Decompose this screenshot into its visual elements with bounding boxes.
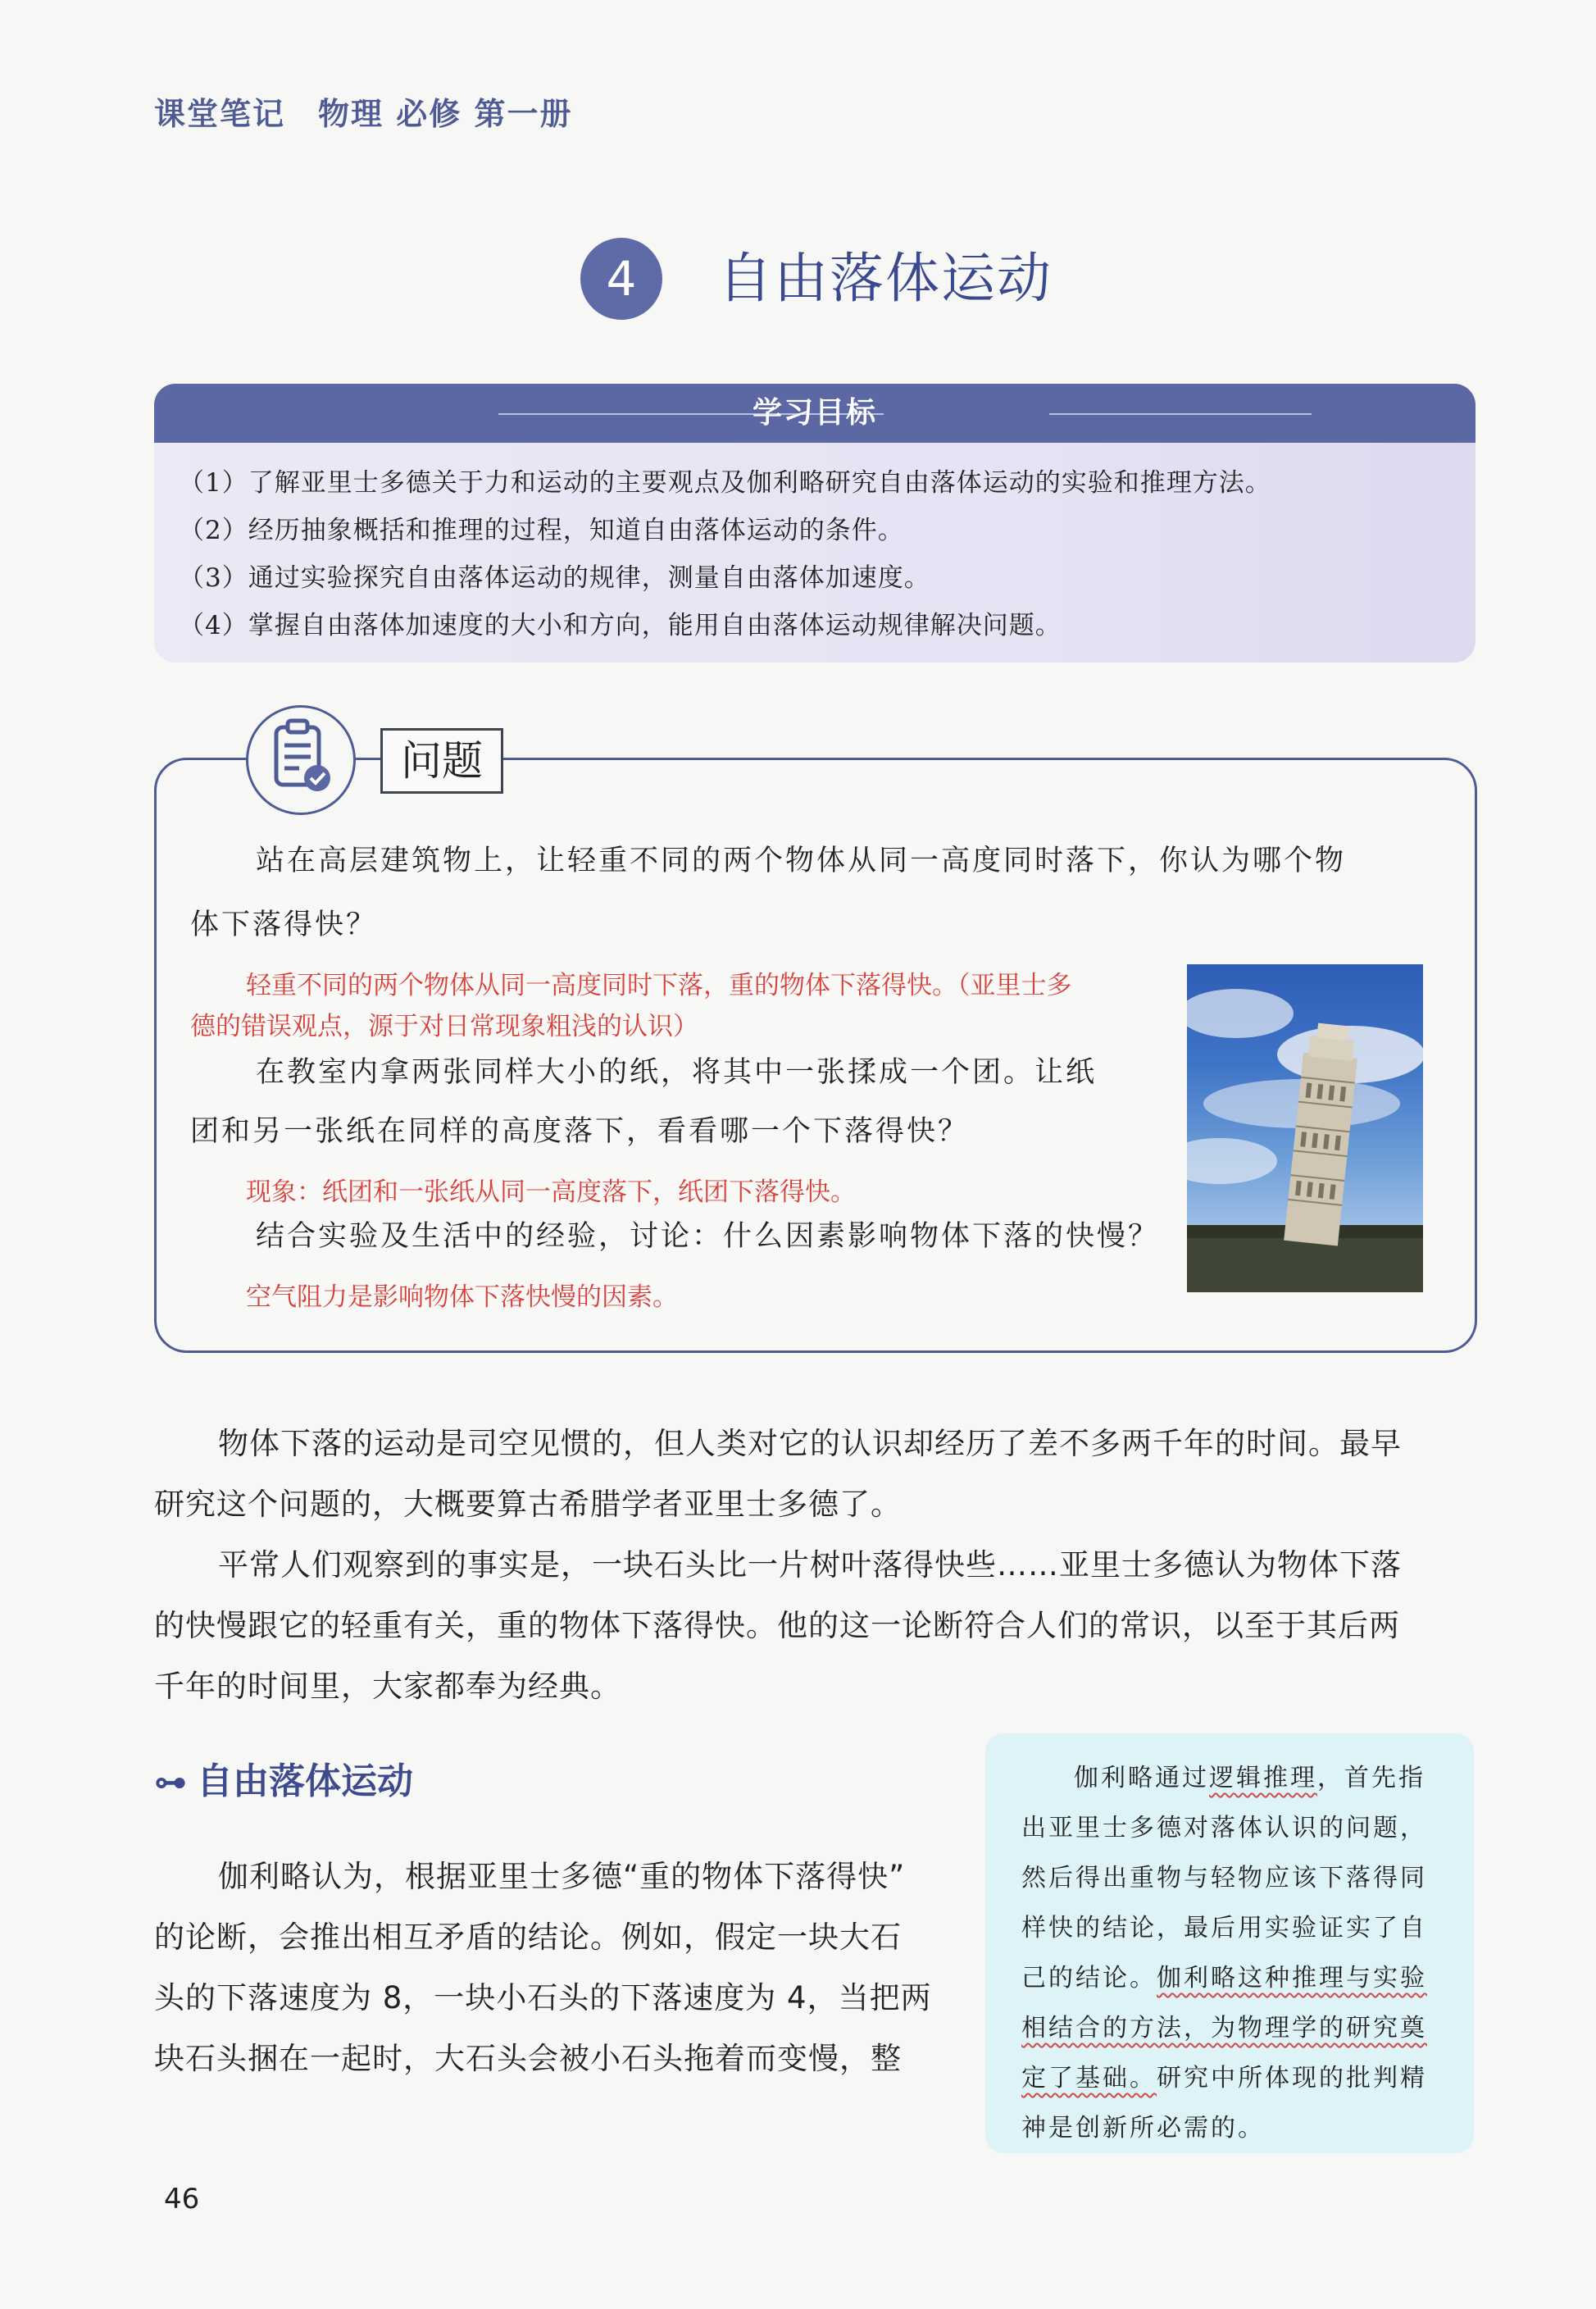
objective-item: （3）通过实验探究自由落体运动的规律，测量自由落体加速度。 bbox=[179, 563, 930, 593]
answer-2: 现象：纸团和一张纸从同一高度落下，纸团下落得快。 bbox=[246, 1177, 856, 1207]
learning-objectives-box bbox=[154, 384, 1476, 663]
note-line-5: 己的结论。伽利略这种推理与实验 bbox=[1021, 1964, 1427, 1992]
paragraph-1-line-2: 研究这个问题的，大概要算古希腊学者亚里士多德了。 bbox=[154, 1487, 902, 1522]
page-number: 46 bbox=[164, 2183, 200, 2216]
objective-item: （1）了解亚里士多德关于力和运动的主要观点及伽利略研究自由落体运动的实验和推理方法。 bbox=[179, 468, 1271, 498]
section-line-1: 伽利略认为，根据亚里士多德“重的物体下落得快” bbox=[218, 1859, 906, 1894]
section-line-2: 的论断，会推出相互矛盾的结论。例如，假定一块大石 bbox=[154, 1920, 902, 1955]
note-line-8: 神是创新所必需的。 bbox=[1021, 2114, 1265, 2143]
paragraph-2-line-3: 千年的时间里，大家都奉为经典。 bbox=[154, 1669, 621, 1704]
section-heading-text: 自由落体运动 bbox=[197, 1760, 413, 1802]
section-line-3: 头的下落速度为 8，一块小石头的下落速度为 4，当把两 bbox=[154, 1980, 932, 2015]
question-2-line-2: 团和另一张纸在同样的高度落下，看看哪一个下落得快？ bbox=[190, 1115, 970, 1148]
section-line-4: 块石头捆在一起时，大石头会被小石头拖着而变慢，整 bbox=[154, 2041, 902, 2076]
objective-item: （2）经历抽象概括和推理的过程，知道自由落体运动的条件。 bbox=[179, 516, 904, 545]
note-line-3: 然后得出重物与轻物应该下落得同 bbox=[1021, 1864, 1427, 1892]
lesson-title: 自由落体运动 bbox=[718, 247, 1053, 310]
lesson-number-badge: 4 bbox=[580, 238, 662, 320]
answer-3: 空气阻力是影响物体下落快慢的因素。 bbox=[246, 1282, 678, 1312]
objectives-header-bar bbox=[154, 384, 1476, 443]
note-line-4: 样快的结论，最后用实验证实了自 bbox=[1021, 1914, 1427, 1942]
series-name: 课堂笔记 bbox=[154, 96, 286, 132]
answer-1-line-1: 轻重不同的两个物体从同一高度同时下落，重的物体下落得快。（亚里士多 bbox=[246, 971, 1072, 1000]
objectives-list bbox=[179, 459, 1459, 649]
side-note-box bbox=[985, 1733, 1474, 2153]
question-3: 结合实验及生活中的经验，讨论：什么因素影响物体下落的快慢？ bbox=[256, 1220, 1160, 1253]
question-2-line-1: 在教室内拿两张同样大小的纸，将其中一张揉成一个团。让纸 bbox=[256, 1056, 1098, 1089]
answer-1-line-2: 德的错误观点，源于对日常现象粗浅的认识） bbox=[190, 1012, 698, 1041]
note-line-6: 相结合的方法，为物理学的研究奠 bbox=[1021, 2014, 1427, 2043]
question-label: 问题 bbox=[380, 728, 503, 794]
question-1-line-1: 站在高层建筑物上，让轻重不同的两个物体从同一高度同时落下，你认为哪个物 bbox=[256, 845, 1347, 877]
paragraph-2-line-1: 平常人们观察到的事实是，一块石头比一片树叶落得快些……亚里士多德认为物体下落 bbox=[218, 1547, 1402, 1583]
objectives-title: 学习目标 bbox=[752, 396, 877, 430]
objective-item: （4）掌握自由落体加速度的大小和方向，能用自由落体运动规律解决问题。 bbox=[179, 611, 1062, 640]
question-1-line-2: 体下落得快？ bbox=[190, 909, 378, 941]
paragraph-1-line-1: 物体下落的运动是司空见惯的，但人类对它的认识却经历了差不多两千年的时间。最早 bbox=[218, 1426, 1402, 1461]
paragraph-2-line-2: 的快慢跟它的轻重有关，重的物体下落得快。他的这一论断符合人们的常识，以至于其后两 bbox=[154, 1608, 1400, 1643]
arrow-bullet-icon: ⊶ bbox=[154, 1764, 187, 1801]
note-line-1: 伽利略通过逻辑推理，首先指 bbox=[1074, 1764, 1425, 1792]
leaning-tower-photo bbox=[1187, 964, 1423, 1292]
note-line-2: 出亚里士多德对落体认识的问题， bbox=[1021, 1814, 1427, 1842]
note-line-7: 定了基础。研究中所体现的批判精 bbox=[1021, 2064, 1427, 2093]
clipboard-check-icon bbox=[246, 705, 356, 815]
subject-name: 物理 必修 第一册 bbox=[318, 96, 573, 132]
section-heading bbox=[154, 1751, 413, 1804]
running-header bbox=[154, 89, 572, 134]
